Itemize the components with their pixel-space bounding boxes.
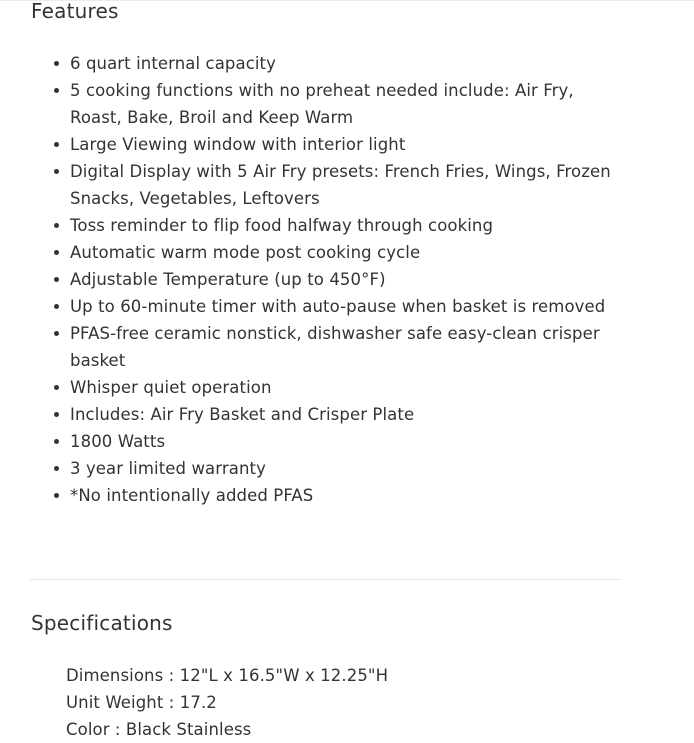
spec-unit-weight: Unit Weight : 17.2 [66,693,217,712]
feature-item: Toss reminder to flip food halfway through cooking [70,212,630,239]
features-section [31,0,631,505]
specifications-section [31,606,631,739]
feature-item: 3 year limited warranty [70,455,630,482]
specifications-heading: Specifications [31,611,173,635]
feature-item: Up to 60-minute timer with auto-pause when basket is removed [70,293,630,320]
feature-item: Automatic warm mode post cooking cycle [70,239,630,266]
feature-item: Includes: Air Fry Basket and Crisper Plate [70,401,630,428]
feature-item: 6 quart internal capacity [70,50,630,77]
features-heading: Features [31,0,119,23]
feature-item: *No intentionally added PFAS [70,482,630,509]
feature-item: 5 cooking functions with no preheat needed include: Air Fry, Roast, Bake, Broil and Keep Warm [70,77,630,131]
features-list [31,50,630,509]
feature-item: Large Viewing window with interior light [70,131,630,158]
spec-color: Color : Black Stainless [66,720,252,739]
spec-dimensions: Dimensions : 12"L x 16.5"W x 12.25"H [66,666,389,685]
feature-item: Digital Display with 5 Air Fry presets: French Fries, Wings, Frozen Snacks, Vegetables, Leftovers [70,158,630,212]
specifications-list [66,662,388,743]
feature-item: Whisper quiet operation [70,374,630,401]
feature-item: Adjustable Temperature (up to 450°F) [70,266,630,293]
section-divider [30,579,620,580]
feature-item: 1800 Watts [70,428,630,455]
feature-item: PFAS-free ceramic nonstick, dishwasher safe easy-clean crisper basket [70,320,630,374]
